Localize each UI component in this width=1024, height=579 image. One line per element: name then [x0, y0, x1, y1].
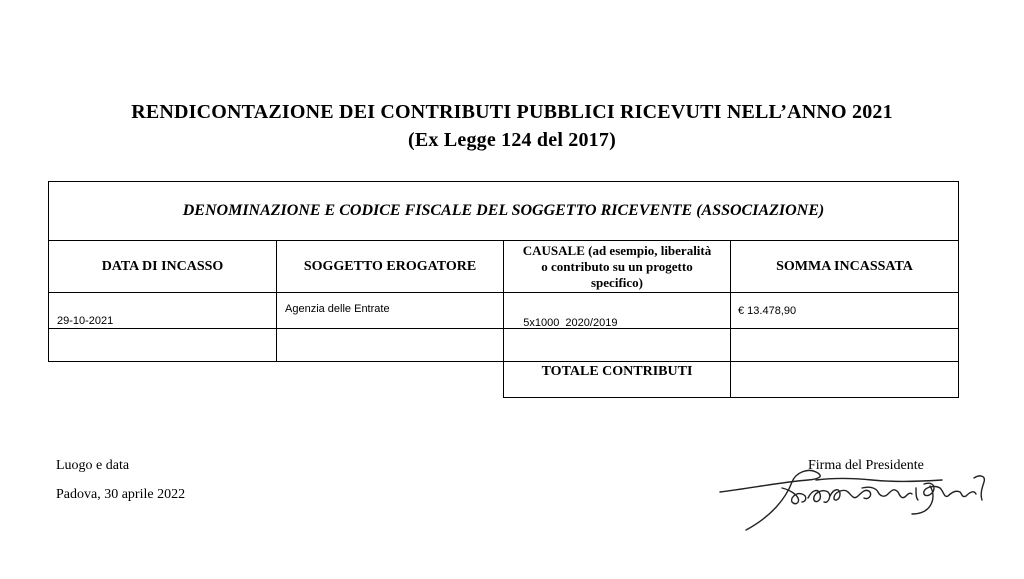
table-cell-empty-2 — [277, 329, 504, 362]
total-label: TOTALE CONTRIBUTI — [504, 361, 731, 397]
place-date-label: Luogo e data — [56, 458, 130, 473]
col-header-date: DATA DI INCASSO — [49, 241, 277, 293]
table-cell-empty-3 — [504, 329, 731, 362]
table-heading — [49, 182, 958, 241]
signature-label: Firma del Presidente — [808, 458, 924, 473]
document-title — [0, 98, 1024, 154]
table-cell-date: 29-10-2021 — [49, 293, 277, 329]
president-signature — [712, 458, 1002, 538]
place-date-value: Padova, 30 aprile 2022 — [56, 487, 186, 502]
table-cell-issuer: Agenzia delle Entrate — [277, 293, 504, 329]
contributions-table — [48, 181, 959, 362]
col-header-reason: CAUSALE (ad esempio, liberalità o contributo su un progetto specifico) — [504, 241, 731, 293]
table-cell-empty-1 — [49, 329, 277, 362]
table-heading-text: DENOMINAZIONE E CODICE FISCALE DEL SOGGETTO RICEVENTE (ASSOCIAZIONE) — [182, 202, 825, 219]
table-cell-reason: 5x1000 2020/2019 — [504, 293, 731, 329]
title-line-2: (Ex Legge 124 del 2017) — [408, 129, 616, 151]
col-header-issuer: SOGGETTO EROGATORE — [277, 241, 504, 293]
total-value — [731, 361, 958, 397]
total-row — [503, 361, 959, 398]
title-line-1: RENDICONTAZIONE DEI CONTRIBUTI PUBBLICI RICEVUTI NELL’ANNO 2021 — [131, 101, 893, 123]
table-cell-amount: € 13.478,90 — [731, 293, 958, 329]
col-header-amount: SOMMA INCASSATA — [731, 241, 958, 293]
table-cell-empty-4 — [731, 329, 958, 362]
